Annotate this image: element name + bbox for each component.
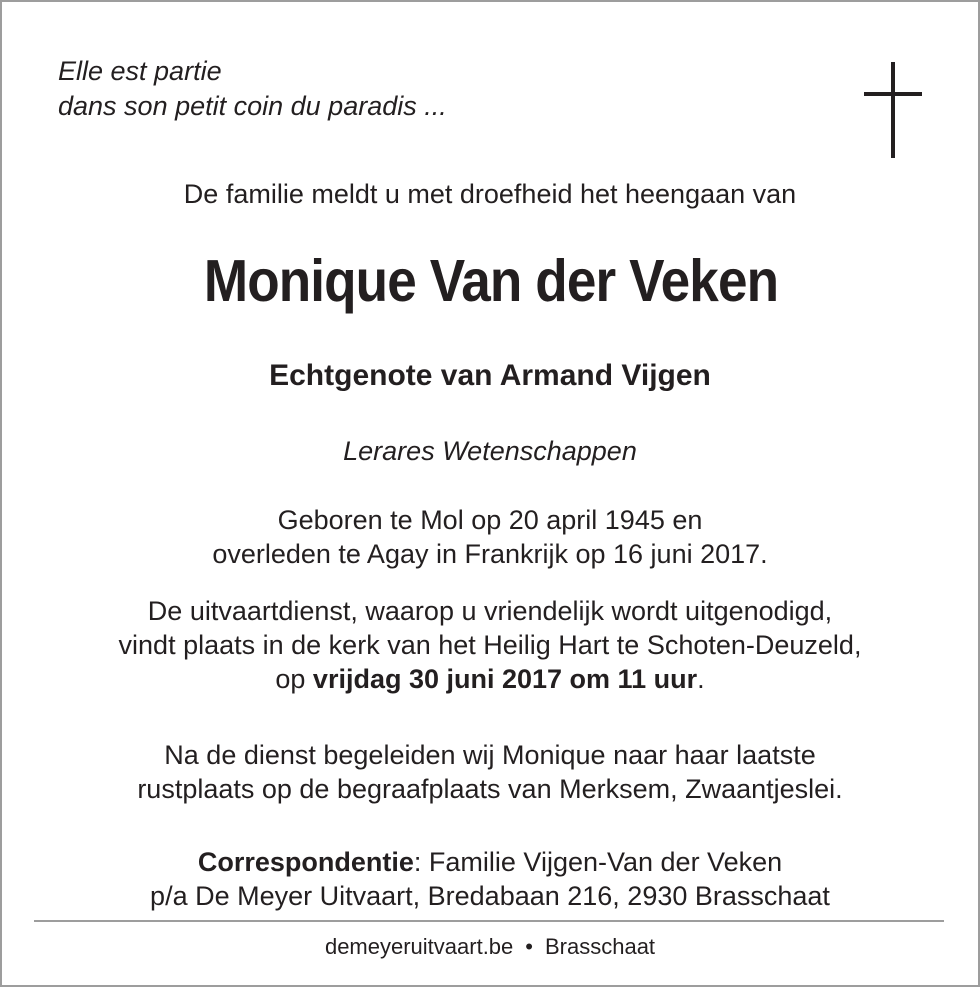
correspondence-family: Familie Vijgen-Van der Veken [428, 847, 783, 877]
service-date-suffix: . [697, 664, 705, 694]
quote-line-2: dans son petit coin du paradis ... [58, 91, 447, 121]
service-line-2: vindt plaats in de kerk van het Heilig Hart te Schoten-Deuzeld, [118, 630, 862, 660]
quote-line-1: Elle est partie [58, 56, 222, 86]
death-line: overleden te Agay in Frankrijk op 16 juni 2017. [212, 539, 768, 569]
correspondence-label: Correspondentie [197, 847, 414, 877]
funeral-service-info [0, 594, 980, 696]
opening-quote [58, 54, 447, 124]
burial-line-1: Na de dienst begeleiden wij Monique naar haar laatste [164, 740, 816, 770]
intro-text: De familie meldt u met droefheid het heengaan van [183, 179, 797, 209]
burial-line-2: rustplaats op de begraafplaats van Merksem, Zwaantjeslei. [137, 774, 843, 804]
profession-line: Lerares Wetenschappen [343, 436, 637, 466]
spouse-line: Echtgenote van Armand Vijgen [269, 359, 711, 392]
correspondence-address: p/a De Meyer Uitvaart, Bredabaan 216, 2930 Brasschaat [150, 881, 830, 911]
footer [0, 932, 980, 962]
correspondence-info [0, 845, 980, 913]
service-date: vrijdag 30 juni 2017 om 11 uur [312, 664, 698, 694]
footer-website[interactable]: demeyeruitvaart.be [324, 934, 514, 959]
footer-bullet: • [525, 934, 533, 959]
birth-line: Geboren te Mol op 20 april 1945 en [277, 505, 703, 535]
service-line-3 [0, 662, 980, 696]
birth-death-info [0, 503, 980, 571]
deceased-name: Monique Van der Veken [203, 248, 779, 314]
correspondence-line-1 [0, 845, 980, 879]
service-line-1: De uitvaartdienst, waarop u vriendelijk wordt uitgenodigd, [147, 596, 833, 626]
footer-divider [34, 920, 944, 922]
cross-icon [864, 62, 922, 158]
correspondence-separator: : [413, 847, 429, 877]
footer-location: Brasschaat [544, 934, 656, 959]
service-date-prefix: op [275, 664, 313, 694]
burial-info [0, 738, 980, 806]
